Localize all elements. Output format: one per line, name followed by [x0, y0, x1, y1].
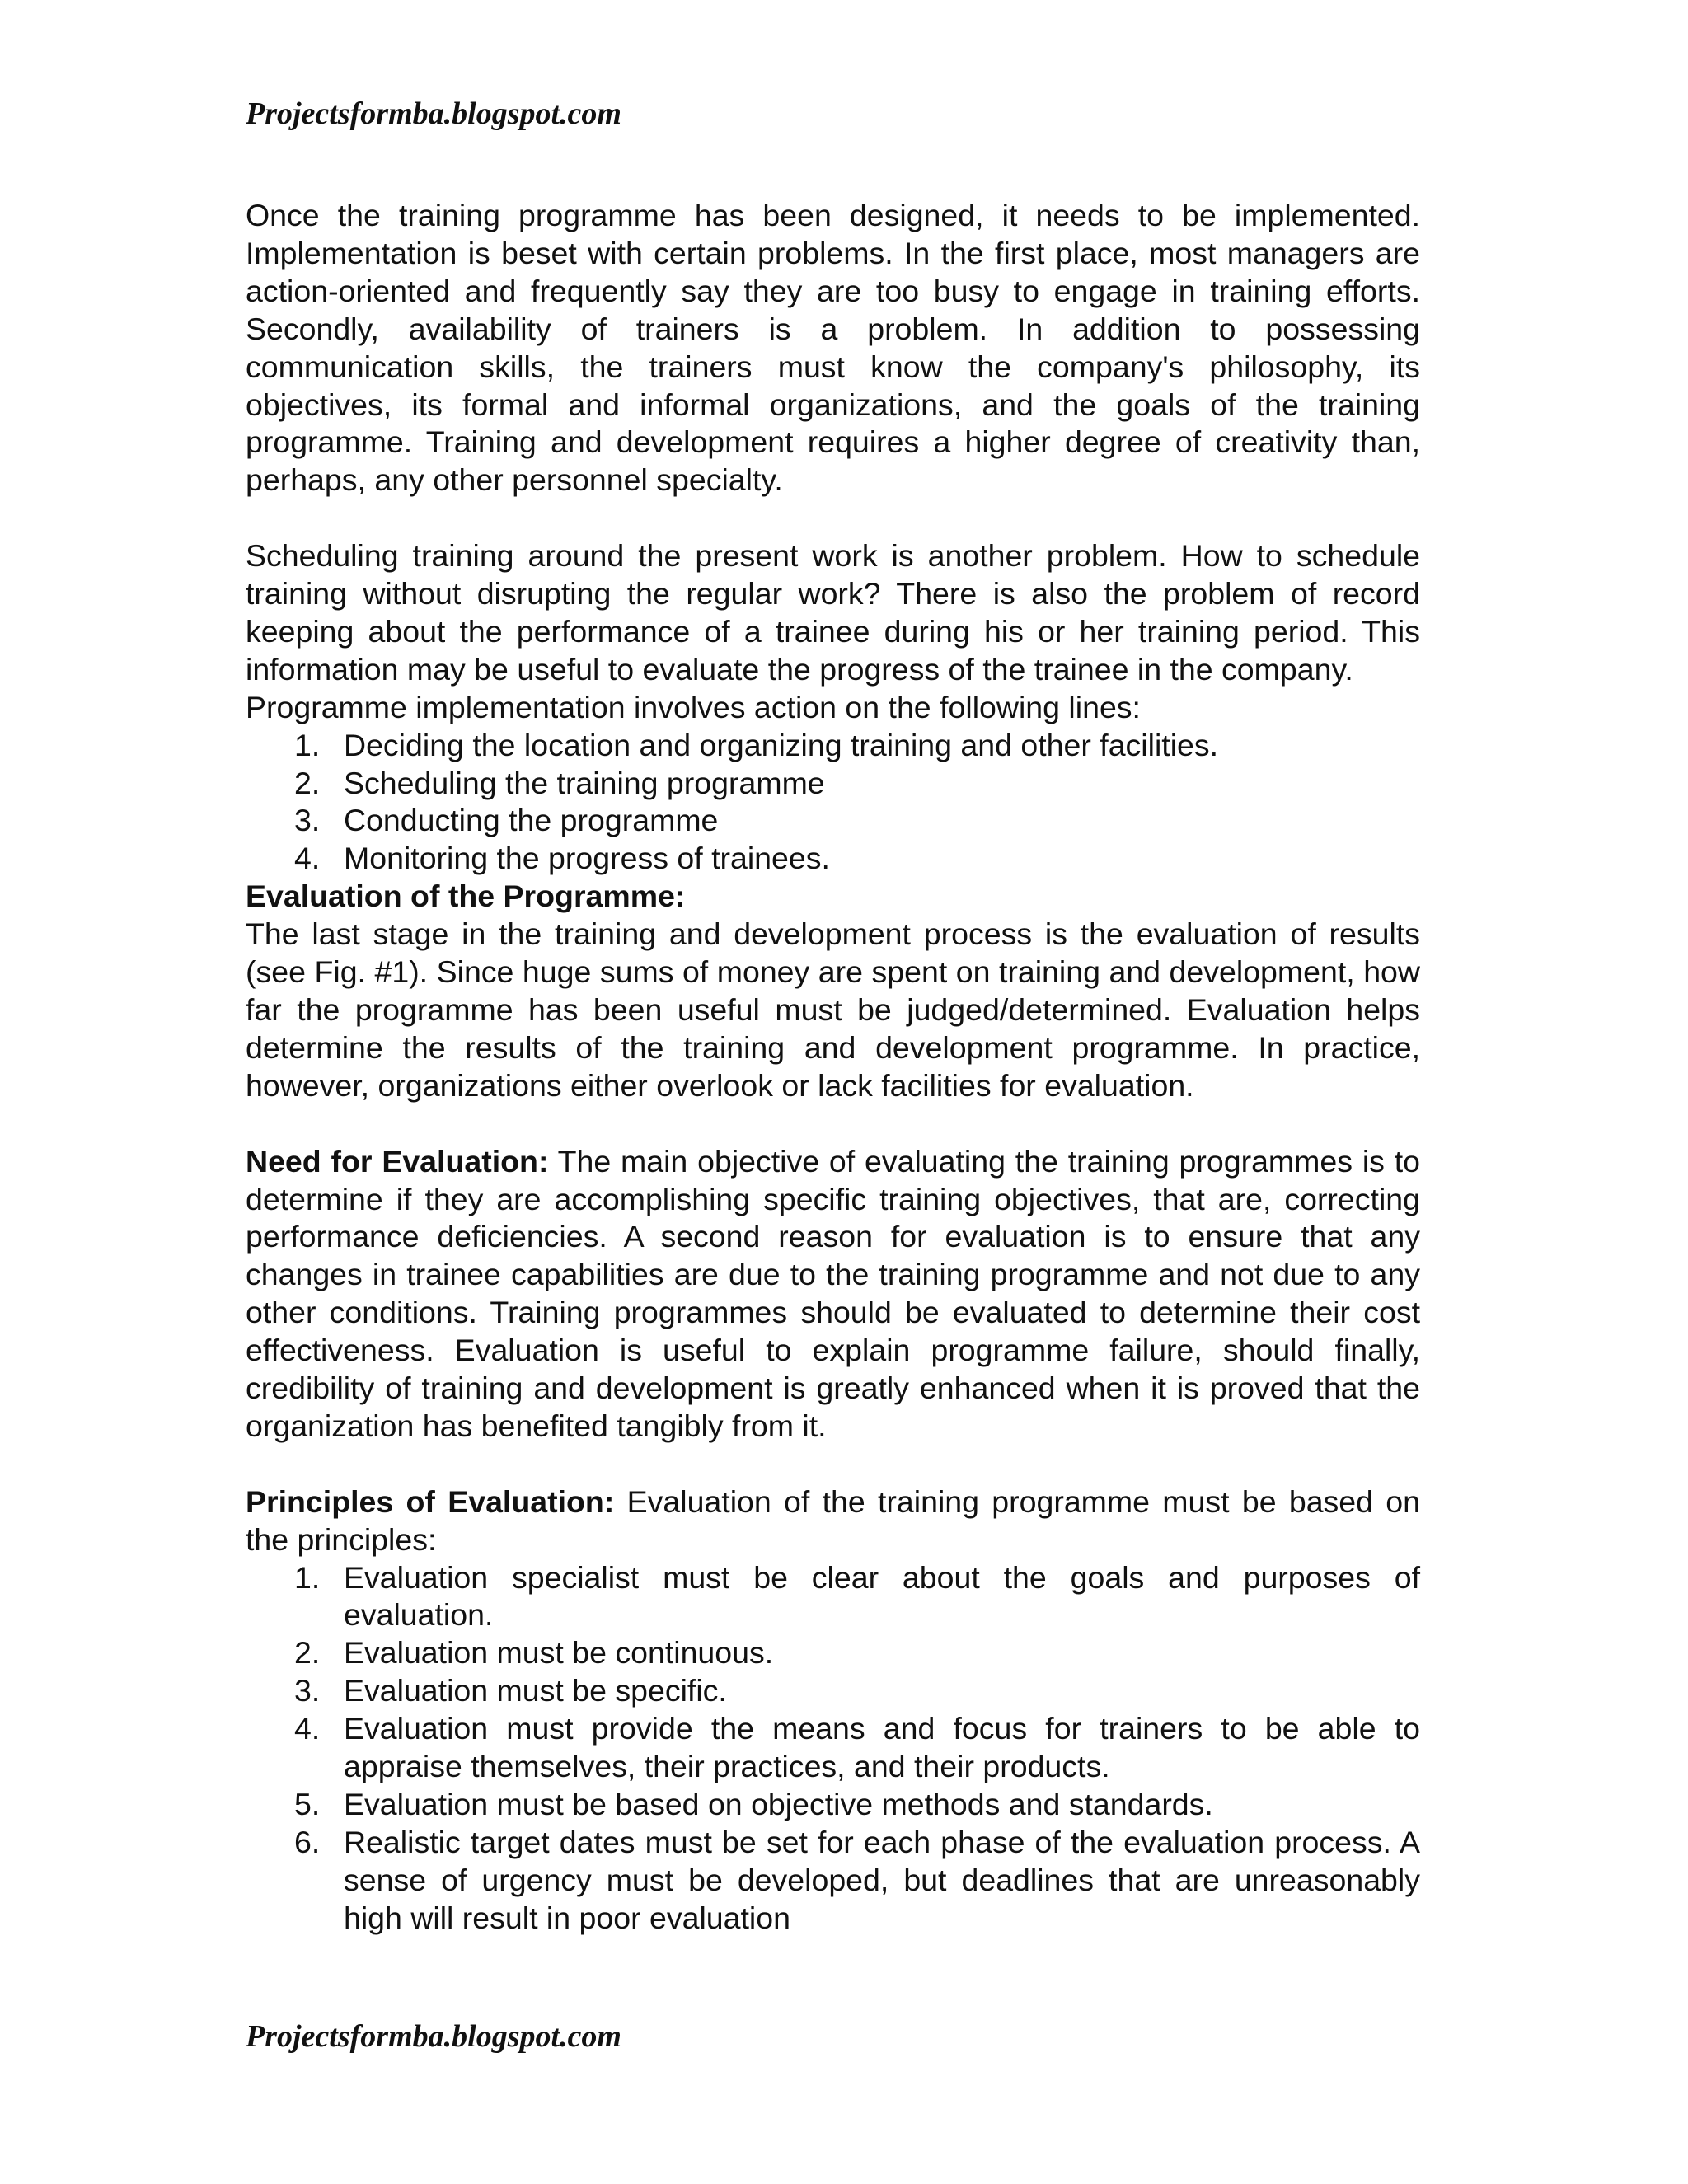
- scheduling-paragraph: Scheduling training around the present work is another problem. How to schedule training without disrupting the regular work? There is also the problem of record keeping about the performance of a trainee during his or her training period. This information may be useful to evaluate the progress of the trainee in the company.: [246, 538, 1420, 687]
- list-item-text: Evaluation must be continuous.: [344, 1635, 774, 1671]
- principles-list: [246, 1559, 1420, 1938]
- document-body: [246, 197, 1420, 1938]
- paragraph-gap: [246, 1105, 1420, 1143]
- page-header-site: Projectsformba.blogspot.com: [246, 96, 621, 131]
- document-page: [246, 0, 1420, 2184]
- list-item: [246, 1824, 1420, 1938]
- page-footer-site: Projectsformba.blogspot.com: [246, 2019, 621, 2054]
- implementation-steps-list: [246, 727, 1420, 879]
- principles-label: Principles of Evaluation:: [246, 1483, 615, 1519]
- list-item: [246, 1634, 1420, 1672]
- list-item-text: Evaluation must be based on objective methods and standards.: [344, 1787, 1213, 1822]
- list-item: [246, 840, 1420, 878]
- intro-paragraph: Once the training programme has been designed, it needs to be implemented. Implementation is beset with certain problems. In the first place, most managers are action-oriented and frequently say they are too busy to engage in training efforts. Secondly, availability of trainers is a problem. In addition to possessing communication skills, the trainers must know the company's philosophy, its objectives, its formal and informal organizations, and the goals of the training programme. Training and development requires a higher degree of creativity than, perhaps, any other personnel specialty.: [246, 198, 1420, 498]
- list-item-text: Scheduling the training programme: [344, 765, 825, 800]
- list-item: [246, 1710, 1420, 1786]
- list-item-number: 4.: [294, 841, 321, 876]
- list-item-number: 2.: [294, 765, 321, 800]
- evaluation-heading: Evaluation of the Programme:: [246, 879, 686, 914]
- evaluation-paragraph: The last stage in the training and development process is the evaluation of results (see Fig. #1). Since huge sums of money are spent on training and development, how far the programme has been useful must be judged/determined. Evaluation helps determine the results of the training and development programme. In practice, however, organizations either overlook or lack facilities for evaluation.: [246, 916, 1420, 1103]
- list-item-number: 1.: [294, 727, 321, 762]
- list-item-number: 3.: [294, 803, 321, 838]
- list-item-number: 2.: [294, 1635, 321, 1671]
- list-item: [246, 1559, 1420, 1635]
- need-for-evaluation-text: The main objective of evaluating the training programmes is to determine if they are accomplishing specific training objectives, that are, correcting performance deficiencies. A second reason for evaluation is to ensure that any changes in trainee capabilities are due to the training programme and not due to any other conditions. Training programmes should be evaluated to determine their cost effectiveness. Evaluation is useful to explain programme failure, should finally, credibility of training and development is greatly enhanced when it is proved that the organization has benefited tangibly from it.: [246, 1143, 1420, 1443]
- list-item-number: 6.: [294, 1824, 321, 1859]
- list-item-number: 3.: [294, 1673, 321, 1708]
- implementation-intro: Programme implementation involves action on the following lines:: [246, 689, 1141, 724]
- list-item-text: Monitoring the progress of trainees.: [344, 841, 830, 876]
- list-item: [246, 765, 1420, 803]
- need-for-evaluation-paragraph: [246, 1143, 1420, 1446]
- principles-text: Evaluation of the training programme must be based on the principles:: [246, 1483, 1421, 1557]
- list-item: [246, 1672, 1420, 1710]
- list-item-text: Evaluation must be specific.: [344, 1673, 727, 1708]
- list-item: [246, 727, 1420, 765]
- list-item-number: 1.: [294, 1559, 321, 1595]
- list-item-text: Evaluation must provide the means and focus for trainers to be able to appraise themselves, their practices, and their products.: [344, 1711, 1420, 1784]
- paragraph-gap: [246, 1446, 1420, 1483]
- principles-paragraph: [246, 1483, 1420, 1559]
- need-for-evaluation-label: Need for Evaluation:: [246, 1143, 549, 1179]
- list-item-text: Realistic target dates must be set for each phase of the evaluation process. A sense of urgency must be developed, but deadlines that are unreasonably high will result in poor evaluation: [344, 1824, 1420, 1935]
- list-item-number: 4.: [294, 1711, 321, 1746]
- list-item-text: Deciding the location and organizing training and other facilities.: [344, 727, 1219, 762]
- paragraph-gap: [246, 499, 1420, 537]
- list-item-text: Evaluation specialist must be clear about the goals and purposes of evaluation.: [344, 1559, 1420, 1633]
- list-item: [246, 1786, 1420, 1824]
- list-item-text: Conducting the programme: [344, 803, 719, 838]
- list-item-number: 5.: [294, 1787, 321, 1822]
- list-item: [246, 802, 1420, 840]
